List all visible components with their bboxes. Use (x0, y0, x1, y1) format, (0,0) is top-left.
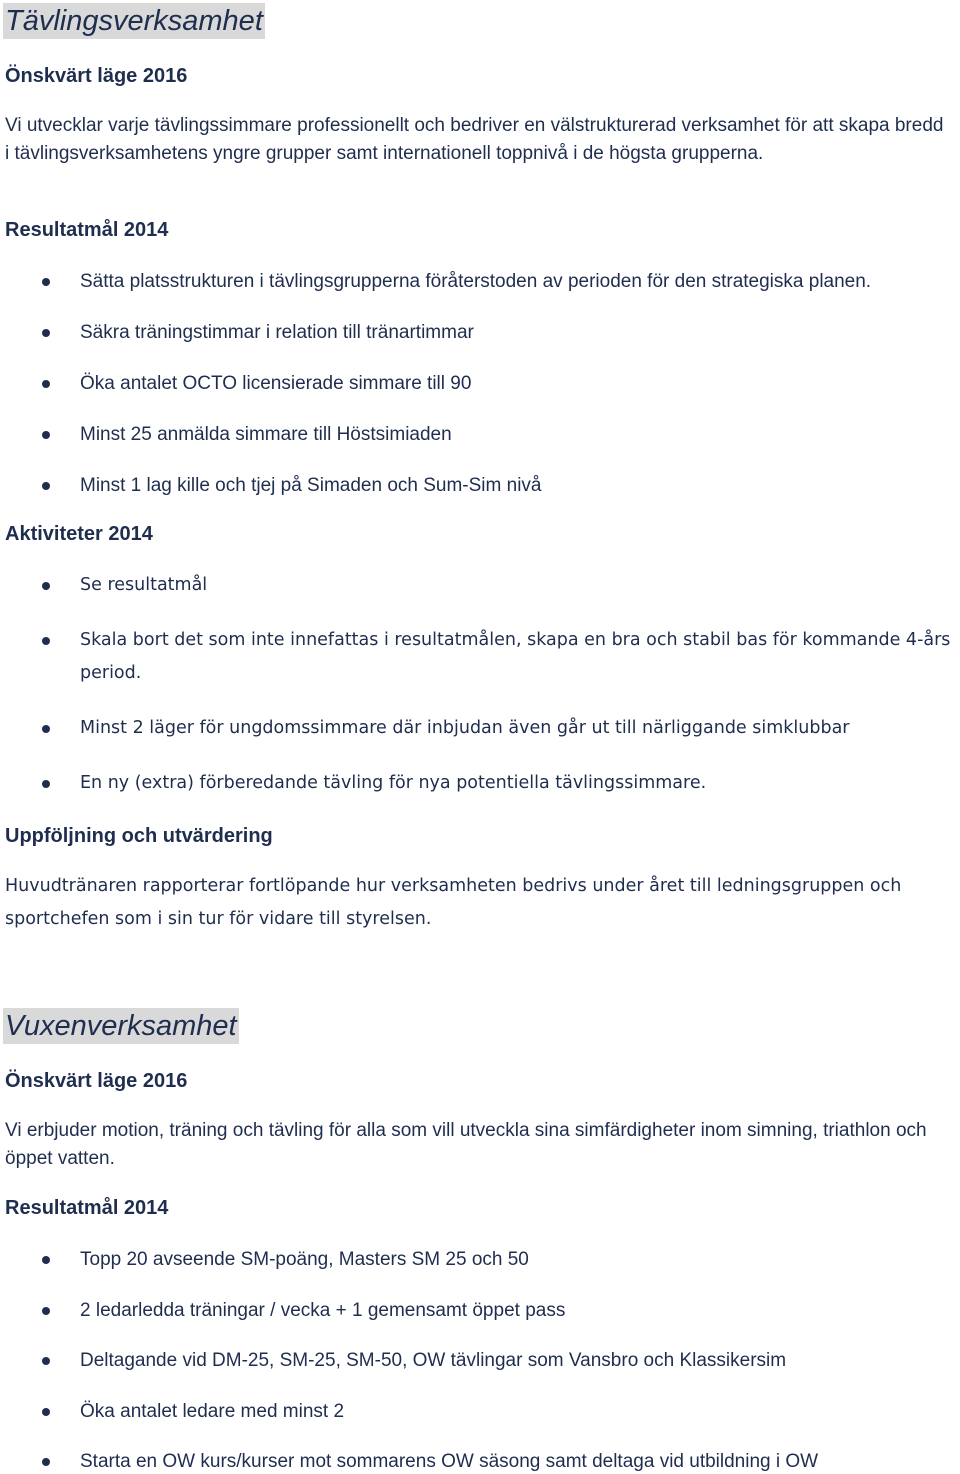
desired-state-heading: Önskvärt läge 2016 (5, 65, 188, 87)
list-item: Minst 2 läger för ungdomssimmare där inbjudan även går ut till närliggande simklubbar (80, 718, 850, 738)
desired-state-heading: Önskvärt läge 2016 (5, 1070, 188, 1092)
bullet-icon (42, 1408, 50, 1416)
list-item: En ny (extra) förberedande tävling för nya potentiella tävlingssimmare. (80, 773, 707, 793)
list-item: Minst 25 anmälda simmare till Höstsimiaden (80, 424, 452, 445)
results-heading: Resultatmål 2014 (5, 1197, 169, 1219)
bullet-icon (42, 380, 50, 388)
list-item: Starta en OW kurs/kurser mot sommarens OW säsong samt deltaga vid utbildning i OW (80, 1451, 819, 1472)
list-item: Deltagande vid DM-25, SM-25, SM-50, OW tävlingar som Vansbro och Klassikersim (80, 1350, 787, 1371)
list-item: Säkra träningstimmar i relation till tränartimmar (80, 322, 474, 343)
bullet-icon (42, 637, 50, 645)
results-heading: Resultatmål 2014 (5, 219, 169, 241)
list-item: Minst 1 lag kille och tjej på Simaden och Sum-Sim nivå (80, 475, 542, 496)
list-item: Skala bort det som inte innefattas i resultatmålen, skapa en bra och stabil bas för kommande 4-års period. (80, 630, 951, 683)
list-item: Topp 20 avseende SM-poäng, Masters SM 25 och 50 (80, 1249, 529, 1270)
bullet-icon (42, 431, 50, 439)
bullet-icon (42, 1256, 50, 1264)
bullet-icon (42, 582, 50, 590)
bullet-icon (42, 482, 50, 490)
list-item: Öka antalet OCTO licensierade simmare till 90 (80, 373, 472, 394)
section-title-tavlingsverksamhet: Tävlingsverksamhet (5, 5, 263, 37)
bullet-icon (42, 1357, 50, 1365)
followup-heading: Uppföljning och utvärdering (5, 825, 273, 847)
bullet-icon (42, 329, 50, 337)
bullet-icon (42, 278, 50, 286)
list-item: 2 ledarledda träningar / vecka + 1 gemensamt öppet pass (80, 1300, 566, 1321)
list-item: Öka antalet ledare med minst 2 (80, 1401, 345, 1422)
desired-state-text: Vi utvecklar varje tävlingssimmare professionellt och bedriver en välstrukturerad verksamhet för att skapa bredd i tävlingsverksamhetens yngre grupper samt internationell toppnivå i de högsta grupperna. (5, 115, 944, 164)
bullet-icon (42, 1458, 50, 1466)
list-item: Se resultatmål (80, 575, 208, 595)
activities-heading: Aktiviteter 2014 (5, 523, 153, 545)
bullet-icon (42, 1307, 50, 1315)
section-title-vuxenverksamhet: Vuxenverksamhet (5, 1010, 237, 1042)
desired-state-text: Vi erbjuder motion, träning och tävling för alla som vill utveckla sina simfärdigheter inom simning, triathlon och öppet vatten. (5, 1120, 927, 1169)
list-item: Sätta platsstrukturen i tävlingsgrupperna föråterstoden av perioden för den strategiska planen. (80, 271, 872, 292)
bullet-icon (42, 780, 50, 788)
bullet-icon (42, 725, 50, 733)
followup-text: Huvudtränaren rapporterar fortlöpande hur verksamheten bedrivs under året till ledningsgruppen och sportchefen som i sin tur för vidare till styrelsen. (5, 876, 902, 929)
